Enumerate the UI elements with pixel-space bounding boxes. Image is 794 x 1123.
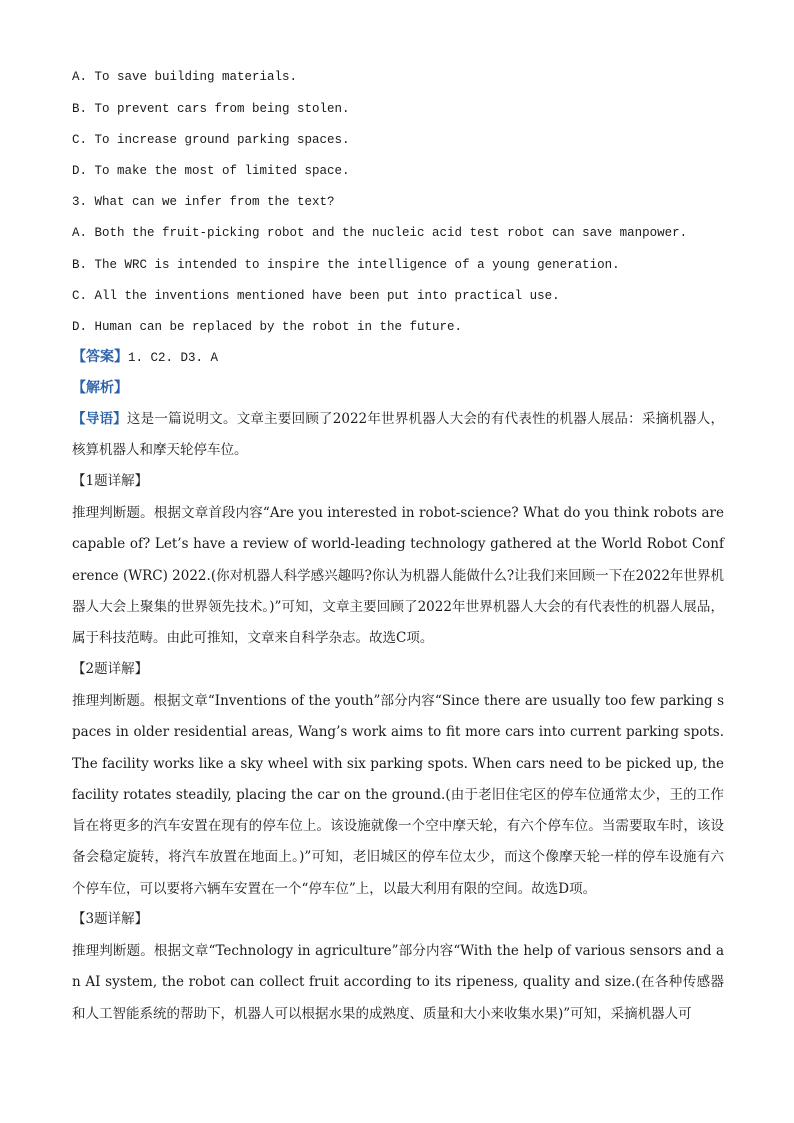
detail1-heading <box>72 466 724 497</box>
q2-option-c: C. To increase ground parking spaces. <box>72 133 350 147</box>
guide-text: 这是一篇说明文。文章主要回顾了2022年世界机器人大会的有代表性的机器人展品：采摘机器人，核算机器人和摩天轮停车位。 <box>72 411 725 459</box>
q3-stem: 3. What can we infer from the text? <box>72 195 335 209</box>
guide-tag: 【导语】 <box>72 411 127 427</box>
analysis-tag: 【解析】 <box>72 380 128 396</box>
detail3-paragraph: 推理判断题。根据文章“Technology in agriculture”部分内容“With the help of various sensors and an AI system, the robot can collect fruit according to its ripeness, quality and size.(在各种传感器和人工智能系统的帮助下，机器人可以根据水果的成熟度、质量和大小来收集水果)”可知，采摘机器人可 <box>72 943 724 1022</box>
detail1-paragraph: 推理判断题。根据文章首段内容“Are you interested in robot-science? What do you think robots are capable of? Let’s have a review of world-leading technology gathered at the World Robot Conference (WRC) 2022.(你对机器人科学感兴趣吗?你认为机器人能做什么?让我们来回顾一下在2022年世界机器人大会上聚集的世界领先技术。)”可知，文章主要回顾了2022年世界机器人大会的有代表性的机器人展品，属于科技范畴。由此可推知，文章来自科学杂志。故选C项。 <box>72 505 724 647</box>
answer-line <box>72 349 724 366</box>
detail3-tag: 【3题详解】 <box>72 911 149 927</box>
answer-text: 1. C2. D3. A <box>128 351 219 365</box>
answer-tag: 【答案】 <box>72 349 128 365</box>
q2-option-d: D. To make the most of limited space. <box>72 164 350 178</box>
guide-paragraph <box>72 404 724 467</box>
detail2-tag: 【2题详解】 <box>72 661 149 677</box>
detail2-paragraph: 推理判断题。根据文章“Inventions of the youth”部分内容“Since there are usually too few parking spaces in older residential areas, Wang’s work aims to fit more cars into current parking spots. The facility works like a sky wheel with six parking spots. When cars need to be picked up, the facility rotates steadily, placing the car on the ground.(由于老旧住宅区的停车位通常太少，王的工作旨在将更多的汽车安置在现有的停车位上。该设施就像一个空中摩天轮，有六个停车位。当需要取车时，该设备会稳定旋转，将汽车放置在地面上。)”可知，老旧城区的停车位太少，而这个像摩天轮一样的停车设施有六个停车位，可以要将六辆车安置在一个“停车位”上，以最大利用有限的空间。故选D项。 <box>72 693 724 897</box>
analysis-line <box>72 380 724 397</box>
q3-option-d: D. Human can be replaced by the robot in the future. <box>72 320 463 334</box>
detail3-heading <box>72 904 724 935</box>
q3-option-b: B. The WRC is intended to inspire the intelligence of a young generation. <box>72 258 620 272</box>
q2-option-a: A. To save building materials. <box>72 70 298 84</box>
q3-option-a: A. Both the fruit-picking robot and the nucleic acid test robot can save manpower. <box>72 226 688 240</box>
detail2-heading <box>72 654 724 685</box>
q2-option-b: B. To prevent cars from being stolen. <box>72 102 350 116</box>
q3-option-c: C. All the inventions mentioned have been put into practical use. <box>72 289 560 303</box>
detail1-tag: 【1题详解】 <box>72 473 149 489</box>
